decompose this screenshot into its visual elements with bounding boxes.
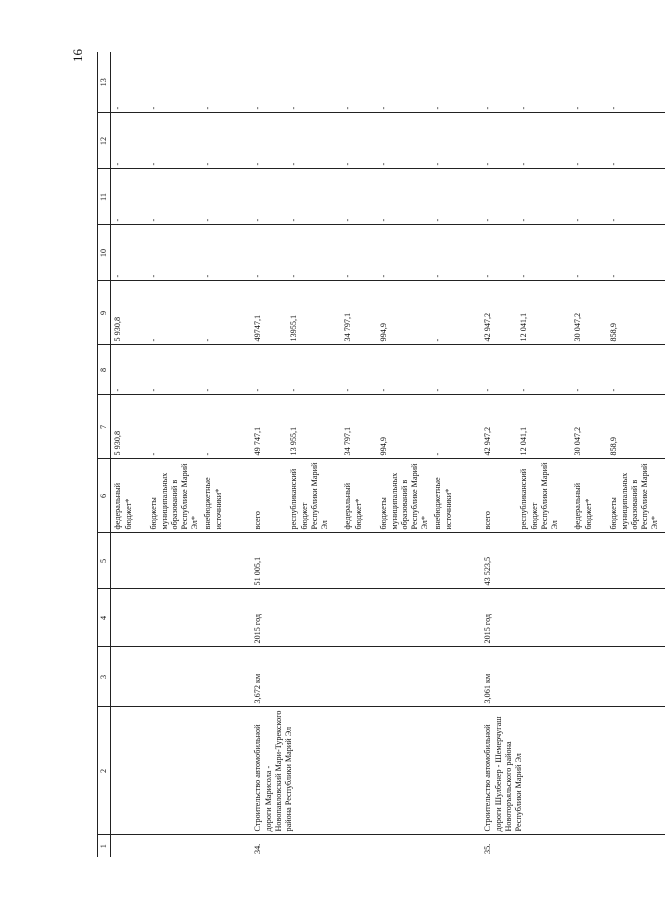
column-header-4: 4 <box>98 589 111 647</box>
funding-source: внебюджетные источники* <box>433 477 453 530</box>
road-length <box>111 647 252 707</box>
amount-value: - <box>343 162 353 166</box>
amount-value: - <box>609 274 619 278</box>
amount-cell-c12 <box>251 113 481 169</box>
funding-source: бюджеты муниципальных образований в Республике Марий Эл* <box>609 463 660 530</box>
amount-value: - <box>483 274 493 278</box>
amount-value: - <box>483 162 493 166</box>
amount-value: - <box>149 452 159 456</box>
column-header-2: 2 <box>98 707 111 835</box>
object-name <box>111 707 252 835</box>
amount-value: 42 947,2 <box>483 426 493 456</box>
estimated-cost: 43 523,5 <box>481 533 665 589</box>
funding-source-cell <box>481 459 665 533</box>
amount-value: - <box>113 162 123 166</box>
amount-value: - <box>203 338 213 342</box>
funding-source-cell <box>111 459 252 533</box>
amount-value: - <box>519 106 529 110</box>
funding-source-cell <box>251 459 481 533</box>
amount-cell-c11 <box>251 169 481 225</box>
column-header-11: 11 <box>98 169 111 225</box>
funding-source: федеральный бюджет* <box>573 482 593 530</box>
amount-cell-c13 <box>251 52 481 113</box>
amount-value: - <box>433 338 443 342</box>
row-number <box>111 835 252 857</box>
amount-value: - <box>289 274 299 278</box>
amount-value: - <box>433 452 443 456</box>
amount-cell-c10 <box>481 225 665 281</box>
amount-value: - <box>609 106 619 110</box>
amount-value: - <box>203 452 213 456</box>
amount-value: - <box>433 218 443 222</box>
amount-value: - <box>253 274 263 278</box>
table-row <box>251 52 481 857</box>
row-number: 35. <box>483 843 493 854</box>
road-length: 3,061 км <box>481 647 665 707</box>
amount-value: - <box>149 218 159 222</box>
amount-value: - <box>519 274 529 278</box>
amount-value: - <box>343 218 353 222</box>
funding-source: республиканский бюджет Республики Марий Эл <box>289 462 329 530</box>
amount-value: - <box>343 388 353 392</box>
amount-value: 12 041,1 <box>519 312 529 342</box>
column-header-12: 12 <box>98 113 111 169</box>
amount-value: - <box>379 274 389 278</box>
construction-year: 2015 год <box>481 589 665 647</box>
amount-value: - <box>519 162 529 166</box>
funding-source: республиканский бюджет Республики Марий Эл <box>519 462 559 530</box>
amount-value: - <box>573 162 583 166</box>
amount-value: - <box>483 388 493 392</box>
amount-value: 49747,1 <box>253 314 263 342</box>
amount-cell-c9 <box>111 281 252 345</box>
amount-value: - <box>203 106 213 110</box>
amount-cell-c7 <box>251 395 481 459</box>
construction-year <box>111 589 252 647</box>
amount-value: - <box>149 106 159 110</box>
funding-source: бюджеты муниципальных образований в Республике Марий Эл* <box>149 463 200 530</box>
object-name: Строительство автомобильной дороги Марисола - Новопавловский Мари-Турекского района Республики Марий Эл <box>251 707 481 835</box>
amount-cell-c13 <box>111 52 252 113</box>
table-body <box>111 52 665 857</box>
funding-source: федеральный бюджет* <box>113 482 133 530</box>
amount-value: - <box>519 388 529 392</box>
amount-value: - <box>483 218 493 222</box>
amount-value: - <box>289 106 299 110</box>
column-header-5: 5 <box>98 533 111 589</box>
amount-value: 34 797,1 <box>343 426 353 456</box>
amount-value: 13 955,1 <box>289 426 299 456</box>
amount-value: - <box>433 274 443 278</box>
estimated-cost <box>111 533 252 589</box>
amount-value: - <box>149 274 159 278</box>
amount-value: 994,9 <box>379 323 389 342</box>
table-row <box>481 52 665 857</box>
amount-cell-c9 <box>481 281 665 345</box>
amount-cell-c13 <box>481 52 665 113</box>
amount-value: 34 797,1 <box>343 312 353 342</box>
amount-cell-c7 <box>111 395 252 459</box>
column-header-1: 1 <box>98 835 111 857</box>
amount-value: - <box>203 388 213 392</box>
amount-value: - <box>573 106 583 110</box>
amount-cell-c8 <box>481 345 665 395</box>
amount-value: 42 947,2 <box>483 312 493 342</box>
amount-cell-c7 <box>481 395 665 459</box>
header-row <box>98 52 111 857</box>
amount-cell-c10 <box>111 225 252 281</box>
amount-value: - <box>343 274 353 278</box>
amount-value: - <box>379 162 389 166</box>
amount-cell-c12 <box>481 113 665 169</box>
amount-value: - <box>203 162 213 166</box>
amount-cell-c8 <box>251 345 481 395</box>
amount-value: - <box>253 388 263 392</box>
amount-value: - <box>253 218 263 222</box>
amount-cell-c12 <box>111 113 252 169</box>
amount-value: - <box>203 274 213 278</box>
estimated-cost: 51 005,1 <box>251 533 481 589</box>
amount-value: 13955,1 <box>289 314 299 342</box>
row-number: 34. <box>253 843 263 854</box>
amount-value: - <box>609 162 619 166</box>
amount-value: - <box>483 106 493 110</box>
amount-cell-c11 <box>481 169 665 225</box>
amount-value: - <box>289 218 299 222</box>
column-header-6: 6 <box>98 459 111 533</box>
column-header-7: 7 <box>98 395 111 459</box>
amount-value: - <box>149 162 159 166</box>
amount-value: - <box>433 106 443 110</box>
amount-value: - <box>379 388 389 392</box>
amount-value: - <box>343 106 353 110</box>
funding-source: внебюджетные источники* <box>203 477 223 530</box>
amount-value: - <box>149 388 159 392</box>
amount-value: - <box>113 388 123 392</box>
amount-value: - <box>253 162 263 166</box>
amount-value: 5 930,8 <box>113 316 123 342</box>
column-header-13: 13 <box>98 52 111 113</box>
amount-value: - <box>253 106 263 110</box>
amount-value: - <box>573 274 583 278</box>
program-table <box>97 52 665 857</box>
amount-value: - <box>379 218 389 222</box>
amount-value: - <box>609 218 619 222</box>
amount-value: - <box>573 388 583 392</box>
amount-value: 858,9 <box>609 323 619 342</box>
funding-source: бюджеты муниципальных образований в Республике Марий Эл* <box>379 463 430 530</box>
construction-year: 2015 год <box>251 589 481 647</box>
funding-source: всего <box>483 511 493 530</box>
amount-value: - <box>433 162 443 166</box>
amount-value: - <box>573 218 583 222</box>
amount-value: 5 930,8 <box>113 430 123 456</box>
amount-value: - <box>433 388 443 392</box>
amount-value: 858,9 <box>609 437 619 456</box>
amount-value: 30 047,2 <box>573 426 583 456</box>
amount-value: - <box>113 274 123 278</box>
object-name: Строительство автомобильной дороги Шулбенер - Шемерчугаш Новоторъяльского района Республики Марий Эл <box>481 707 665 835</box>
column-header-3: 3 <box>98 647 111 707</box>
amount-cell-c10 <box>251 225 481 281</box>
amount-value: - <box>609 388 619 392</box>
table-row <box>111 52 252 857</box>
column-header-9: 9 <box>98 281 111 345</box>
amount-value: - <box>379 106 389 110</box>
amount-value: - <box>289 162 299 166</box>
amount-value: 12 041,1 <box>519 426 529 456</box>
amount-value: - <box>289 388 299 392</box>
page-number: 16 <box>70 49 85 62</box>
road-length: 3,672 км <box>251 647 481 707</box>
amount-value: - <box>113 218 123 222</box>
amount-value: 30 047,2 <box>573 312 583 342</box>
column-header-8: 8 <box>98 345 111 395</box>
amount-value: - <box>519 218 529 222</box>
amount-value: - <box>113 106 123 110</box>
amount-value: 994,9 <box>379 437 389 456</box>
amount-cell-c9 <box>251 281 481 345</box>
funding-source: федеральный бюджет* <box>343 482 363 530</box>
amount-value: 49 747,1 <box>253 426 263 456</box>
funding-source: всего <box>253 511 263 530</box>
amount-value: - <box>203 218 213 222</box>
column-header-10: 10 <box>98 225 111 281</box>
amount-cell-c8 <box>111 345 252 395</box>
amount-value: - <box>149 338 159 342</box>
amount-cell-c11 <box>111 169 252 225</box>
